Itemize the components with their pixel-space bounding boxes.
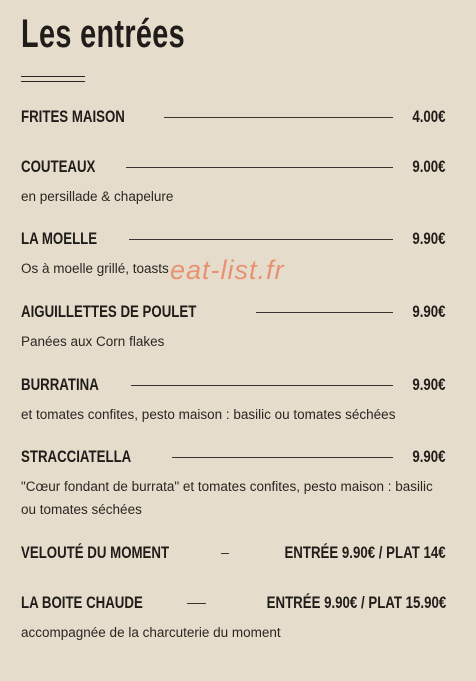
item-description: accompagnée de la charcuterie du moment bbox=[21, 625, 281, 640]
leader-line bbox=[221, 553, 230, 554]
watermark: eat-list.fr bbox=[170, 255, 285, 285]
page-title: Les entrées bbox=[21, 12, 186, 56]
item-name: COUTEAUX bbox=[21, 157, 96, 176]
item-description: "Cœur fondant de burrata" et tomates confites, pesto maison : basilic ou tomates séchées bbox=[21, 479, 433, 517]
item-price: ENTRÉE 9.90€ / PLAT 15.90€ bbox=[266, 593, 446, 612]
item-description: Os à moelle grillé, toasts bbox=[21, 261, 169, 276]
item-name: STRACCIATELLA bbox=[21, 447, 132, 466]
menu-item-boite-chaude bbox=[21, 591, 446, 644]
item-price: 9.90€ bbox=[412, 375, 446, 394]
leader-line bbox=[256, 312, 394, 313]
item-description: en persillade & chapelure bbox=[21, 189, 174, 204]
item-price: 9.90€ bbox=[412, 302, 446, 321]
item-name: LA MOELLE bbox=[21, 229, 98, 248]
item-price: 9.90€ bbox=[412, 447, 446, 466]
menu-item-frites bbox=[21, 105, 446, 129]
item-price: 4.00€ bbox=[412, 107, 446, 126]
item-name: VELOUTÉ DU MOMENT bbox=[21, 543, 170, 562]
leader-line bbox=[126, 167, 393, 168]
menu-item-aiguillettes bbox=[21, 300, 446, 353]
item-name: FRITES MAISON bbox=[21, 107, 125, 126]
item-price: ENTRÉE 9.90€ / PLAT 14€ bbox=[284, 543, 446, 562]
item-description: et tomates confites, pesto maison : basilic ou tomates séchées bbox=[21, 407, 396, 422]
item-name: BURRATINA bbox=[21, 375, 99, 394]
leader-line bbox=[131, 385, 394, 386]
item-name: LA BOITE CHAUDE bbox=[21, 593, 143, 612]
item-price: 9.00€ bbox=[412, 157, 446, 176]
menu-item-stracciatella bbox=[21, 445, 446, 521]
item-description: Panées aux Corn flakes bbox=[21, 334, 165, 349]
menu-item-veloute bbox=[21, 541, 446, 565]
item-price: 9.90€ bbox=[412, 229, 446, 248]
leader-line bbox=[164, 117, 393, 118]
item-name: AIGUILLETTES DE POULET bbox=[21, 302, 197, 321]
menu-item-burratina bbox=[21, 373, 446, 426]
leader-line bbox=[187, 603, 206, 604]
leader-line bbox=[129, 239, 394, 240]
title-divider bbox=[21, 76, 85, 82]
menu-item-couteaux bbox=[21, 155, 446, 208]
leader-line bbox=[172, 457, 393, 458]
